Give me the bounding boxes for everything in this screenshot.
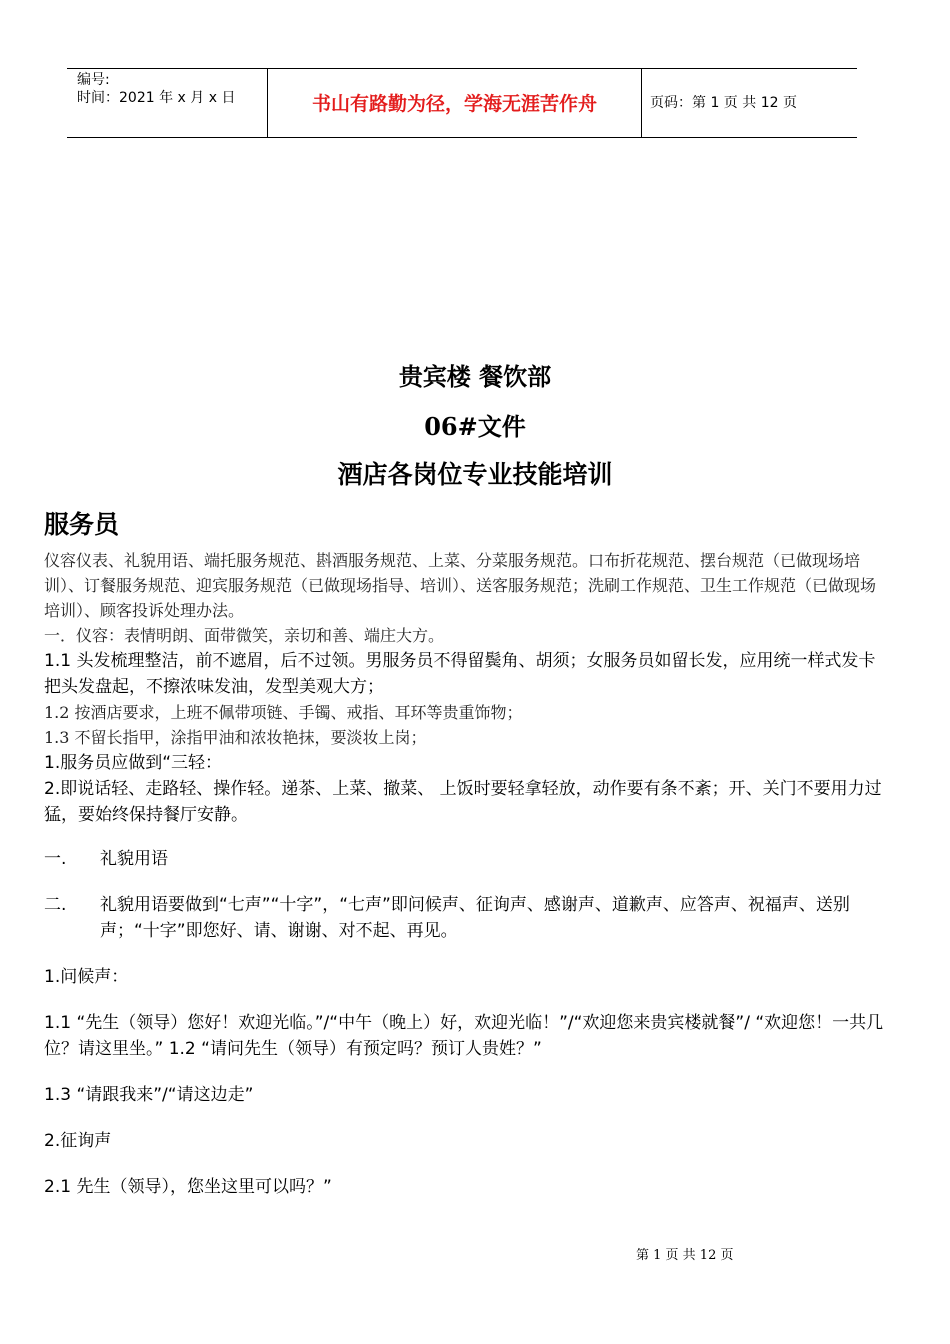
section-title: 服务员: [44, 510, 120, 539]
paragraph-inquiry: 2.征询声: [44, 1131, 112, 1151]
paragraph-sanqing: 1.服务员应做到“三轻：: [44, 753, 223, 773]
motto: 书山有路勤为径，学海无涯苦作舟: [311, 93, 597, 115]
paragraph-inquiry-1: 2.1 先生（领导），您坐这里可以吗？”: [44, 1177, 332, 1197]
paragraph-yirong: 一．仪容：表情明朗、面带微笑，亲切和善、端庄大方。: [44, 626, 445, 645]
page-code: 页码：第 1 页 共 12 页: [650, 95, 797, 111]
list-item-seven-sounds: [44, 892, 884, 944]
title-file-number: 06#文件: [424, 412, 526, 441]
paragraph-1-1: 1.1 头发梳理整洁，前不遮眉，后不过领。男服务员不得留鬓角、胡须；女服务员如留长发，应用统一样式发卡把头发盘起，不擦浓味发油，发型美观大方；: [44, 651, 876, 697]
paragraph-greeting-3: 1.3 “请跟我来”/“请这边走”: [44, 1085, 254, 1105]
paragraph-greeting: 1.问候声：: [44, 967, 129, 987]
paragraph-1-3: 1.3 不留长指甲，涂指甲油和浓妆艳抹，要淡妆上岗；: [44, 728, 427, 747]
paragraph-2: 2.即说话轻、走路轻、操作轻。递茶、上菜、撤菜、 上饭时要轻拿轻放，动作要有条不紊；开、关门不要用力过猛，要始终保持餐厅安静。: [44, 779, 882, 825]
title-department: 贵宾楼 餐饮部: [398, 362, 552, 391]
list-item-text: 礼貌用语要做到“七声”“十字”，“七声”即问候声、征询声、感谢声、道歉声、应答声、祝福声、送别声；“十字”即您好、请、谢谢、对不起、再见。: [100, 895, 850, 941]
list-item-text: 礼貌用语: [100, 849, 168, 869]
list-marker: 二.: [44, 895, 67, 915]
title-training: 酒店各岗位专业技能培训: [337, 460, 613, 489]
document-titles: [0, 362, 950, 490]
time-label: 时间：2021 年 x 月 x 日: [77, 90, 236, 106]
list-item-courtesy: [44, 846, 884, 872]
header-left-cell: [67, 69, 268, 137]
number-label: 编号:: [77, 72, 110, 88]
page-header: [67, 68, 857, 138]
paragraph-greeting-1: 1.1 “先生（领导）您好！欢迎光临。”/“中午（晚上）好，欢迎光临！”/“欢迎您来贵宾楼就餐”/ “欢迎您！一共几位？请这里坐。” 1.2 “请问先生（领导）有预定吗？预订人贵姓？”: [44, 1013, 884, 1059]
paragraph-1-2: 1.2 按酒店要求，上班不佩带项链、手镯、戒指、耳环等贵重饰物；: [44, 703, 523, 722]
page-footer: 第 1 页 共 12 页: [636, 1248, 734, 1263]
header-middle-cell: [268, 69, 642, 137]
list-marker: 一.: [44, 849, 67, 869]
document-body: [44, 508, 884, 1200]
intro-paragraph: 仪容仪表、礼貌用语、端托服务规范、斟酒服务规范、上菜、分菜服务规范。口布折花规范、摆台规范（已做现场培训）、订餐服务规范、迎宾服务规范（已做现场指导、培训）、送客服务规范；洗刷工作规范、卫生工作规范（已做现场培训）、顾客投诉处理办法。: [44, 551, 877, 620]
header-right-cell: [642, 69, 857, 137]
